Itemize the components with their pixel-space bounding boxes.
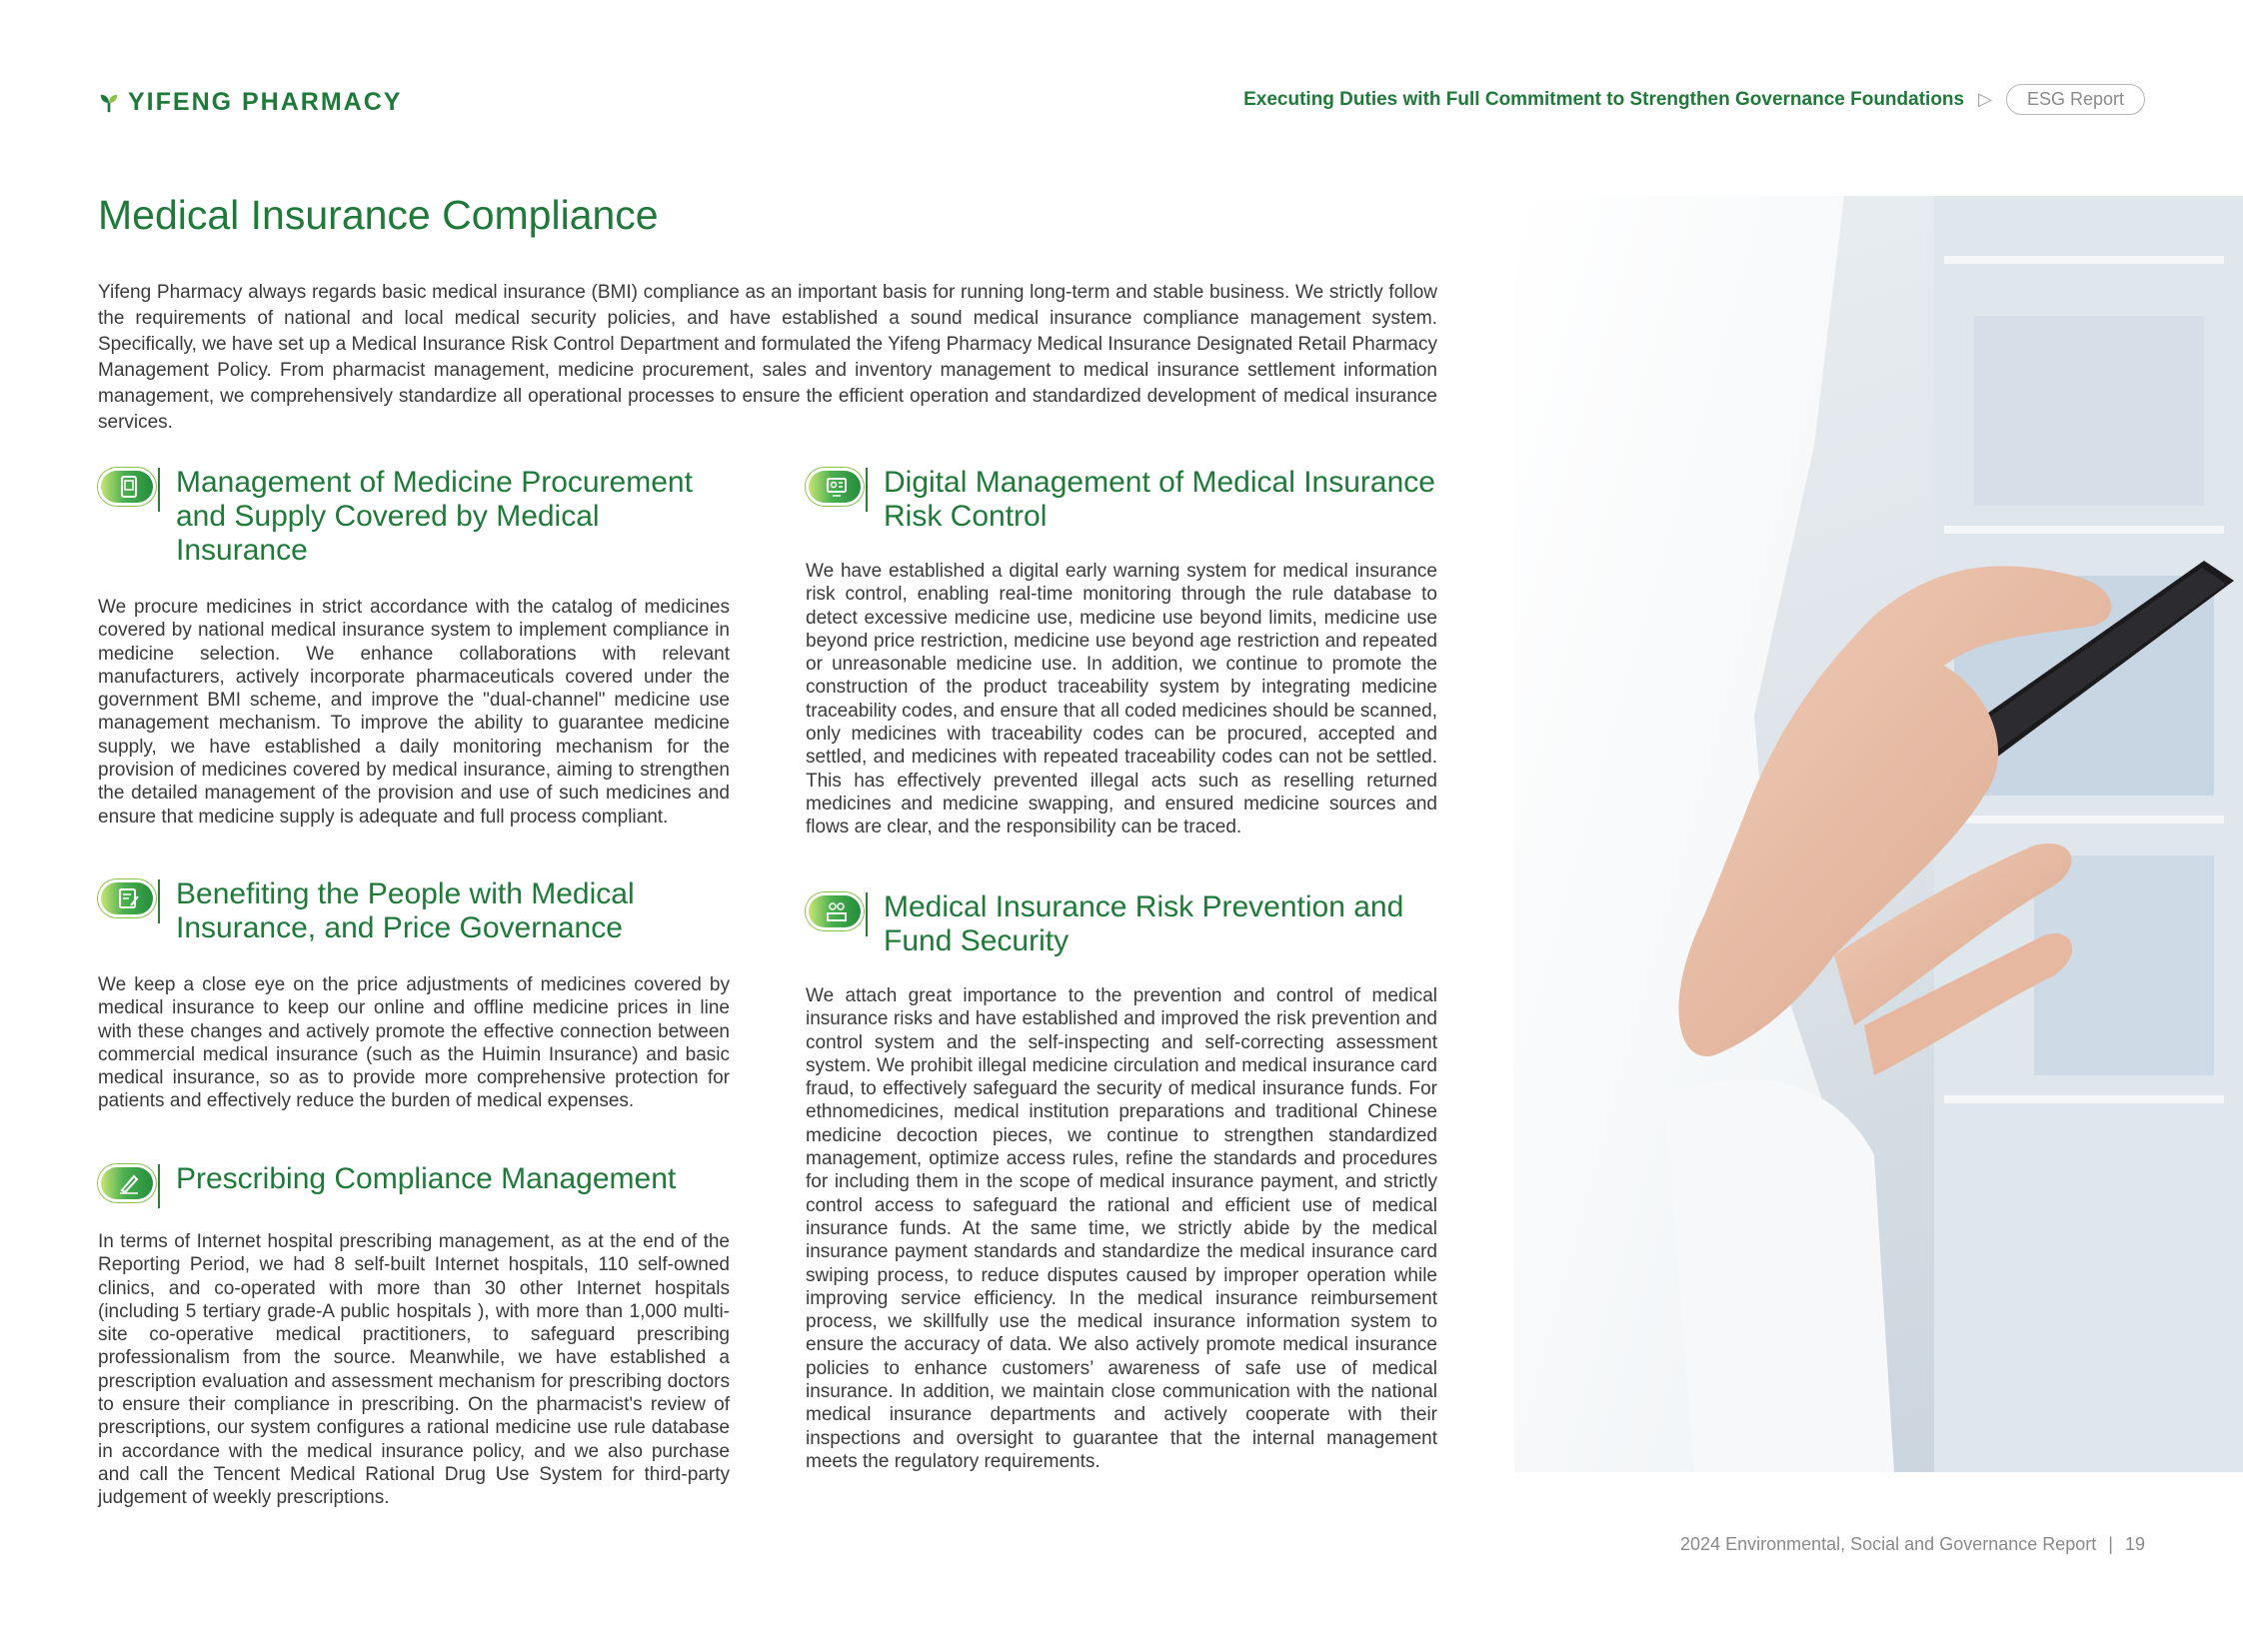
section-title: Management of Medicine Procurement and Supply Covered by Medical Insurance [176,466,693,567]
section-title: Prescribing Compliance Management [176,1162,677,1195]
digital-dashboard-icon [806,468,864,506]
esg-report-tag[interactable]: ESG Report [2006,84,2145,115]
page-number: 19 [2124,1534,2145,1554]
section-fund-security [806,890,1437,1473]
section-body: We have established a digital early warning system for medical insurance risk control, enabling real-time monitoring through the rule database to detect excessive medicine use, medicine use beyond limits, medicine use beyond price restriction, medicine use beyond age restriction and repeated or unreasonable medicine use. In addition, we continue to promote the construction of the product traceability system by integrating medicine traceability codes, and ensure that all coded medicines should be scanned, only medicines with traceability codes can be procured, accepted and settled, and medicines with repeated traceability codes can not be settled. This has effectively prevented illegal acts such as reselling returned medicines and medicine swapping, and ensured medicine sources and flows are clear, and the responsibility can be traced. [806,561,1437,838]
section-digital-risk-control [806,466,1437,839]
section-title: Medical Insurance Risk Prevention and Fund Security [884,890,1404,957]
tablet-icon [98,468,156,506]
intro-paragraph: Yifeng Pharmacy always regards basic medical insurance (BMI) compliance as an important basis for running long-term and stable business. We strictly follow the requirements of national and local medical security policies, and have established a sound medical insurance compliance management system. Specifically, we have set up a Medical Insurance Risk Control Department and formulated the Yifeng Pharmacy Medical Insurance Designated Retail Pharmacy Management Policy. From pharmacist management, medicine procurement, sales and inventory management to medical insurance settlement information management, we comprehensively standardize all operational processes to ensure the efficient operation and standardized development of medical insurance services. [98,282,1437,433]
play-arrow-icon: ▷ [1978,89,1992,109]
page-title: Medical Insurance Compliance [98,192,659,238]
section-procurement [98,466,730,828]
pen-sign-icon [98,1164,156,1202]
pharmacist-phone-photo [1514,196,2243,1472]
fund-security-icon [806,892,864,930]
section-body: In terms of Internet hospital prescribing management, as at the end of the Reporting Period, we had 8 self-built Internet hospitals, 110 self-owned clinics, and co-operated with more than 30 other Internet hospitals (including 5 tertiary grade-A public hospitals ), with more than 1,000 multi-site co-operative medical practitioners, to safeguard prescribing professionalism from the source. Meanwhile, we have established a prescription evaluation and assessment mechanism for prescribing doctors to ensure their compliance in prescribing. On the pharmacist's review of prescriptions, our system configures a rational medicine use rule database in accordance with the medical insurance policy, and we also purchase and call the Tencent Medical Rational Drug Use System for third-party judgement of weekly prescriptions. [98,1231,730,1509]
photo-illustration [1514,196,2243,1472]
section-title: Digital Management of Medical Insurance Risk Control [884,466,1435,533]
brand-name: YIFENG PHARMACY [128,88,403,116]
footer-report-name: 2024 Environmental, Social and Governance Report [1680,1534,2097,1554]
document-edit-icon [98,879,156,917]
section-body: We keep a close eye on the price adjustments of medicines covered by medical insurance to keep our online and offline medicine prices in line with these changes and actively promote the effective connection between commercial medical insurance (such as the Huimin Insurance) and basic medical insurance, so as to provide more comprehensive protection for patients and effectively reduce the burden of medical expenses. [98,974,730,1112]
section-body: We procure medicines in strict accordance with the catalog of medicines covered by national medical insurance system to implement compliance in medicine selection. We enhance collaborations with relevant manufacturers, actively incorporate pharmaceuticals covered under the government BMI scheme, and improve the "dual-channel" medicine use management mechanism. To improve the ability to guarantee medicine supply, we have established a daily monitoring mechanism for the provision of medicines covered by medical insurance, aiming to strengthen the detailed management of the provision and use of such medicines and ensure that medicine supply is adequate and full process compliant. [98,597,730,827]
footer-divider: | [2108,1534,2113,1554]
brand-logo [98,88,402,117]
section-prescribing [98,1162,730,1510]
page-footer [1680,1534,2145,1555]
section-price-governance [98,877,730,1113]
section-body: We attach great importance to the prevention and control of medical insurance risks and have established and improved the risk prevention and control system and the self-inspecting and self-correcting assessment system. We prohibit illegal medicine circulation and medical insurance card fraud, to effectively safeguard the security of medical insurance funds. For ethnomedicines, medical institution preparations and traditional Chinese medicine decoction pieces, we continue to strengthen standardized management, optimize access rules, refine the standards and procedures for including them in the scope of medical insurance payment, and strictly control access to safeguard the rational and efficient use of medical insurance funds. At the same time, we strictly abide by the medical insurance payment standards and standardize the medical insurance card swiping process, to reduce disputes caused by improper operation while improving service efficiency. In the medical insurance reimbursement process, we skillfully use the medical insurance information system to ensure the accuracy of data. We also actively promote medical insurance policies to enhance customers’ awareness of safe use of medical insurance. In addition, we maintain close communication with the national medical insurance departments and actively cooperate with their inspections and oversight to guarantee that the internal management meets the regulatory requirements. [806,985,1437,1472]
section-title: Benefiting the People with Medical Insurance, and Price Governance [176,877,635,944]
top-navigation [1243,84,2145,115]
leaf-logo-icon [98,92,120,114]
breadcrumb[interactable]: Executing Duties with Full Commitment to Strengthen Governance Foundations [1243,88,1965,110]
